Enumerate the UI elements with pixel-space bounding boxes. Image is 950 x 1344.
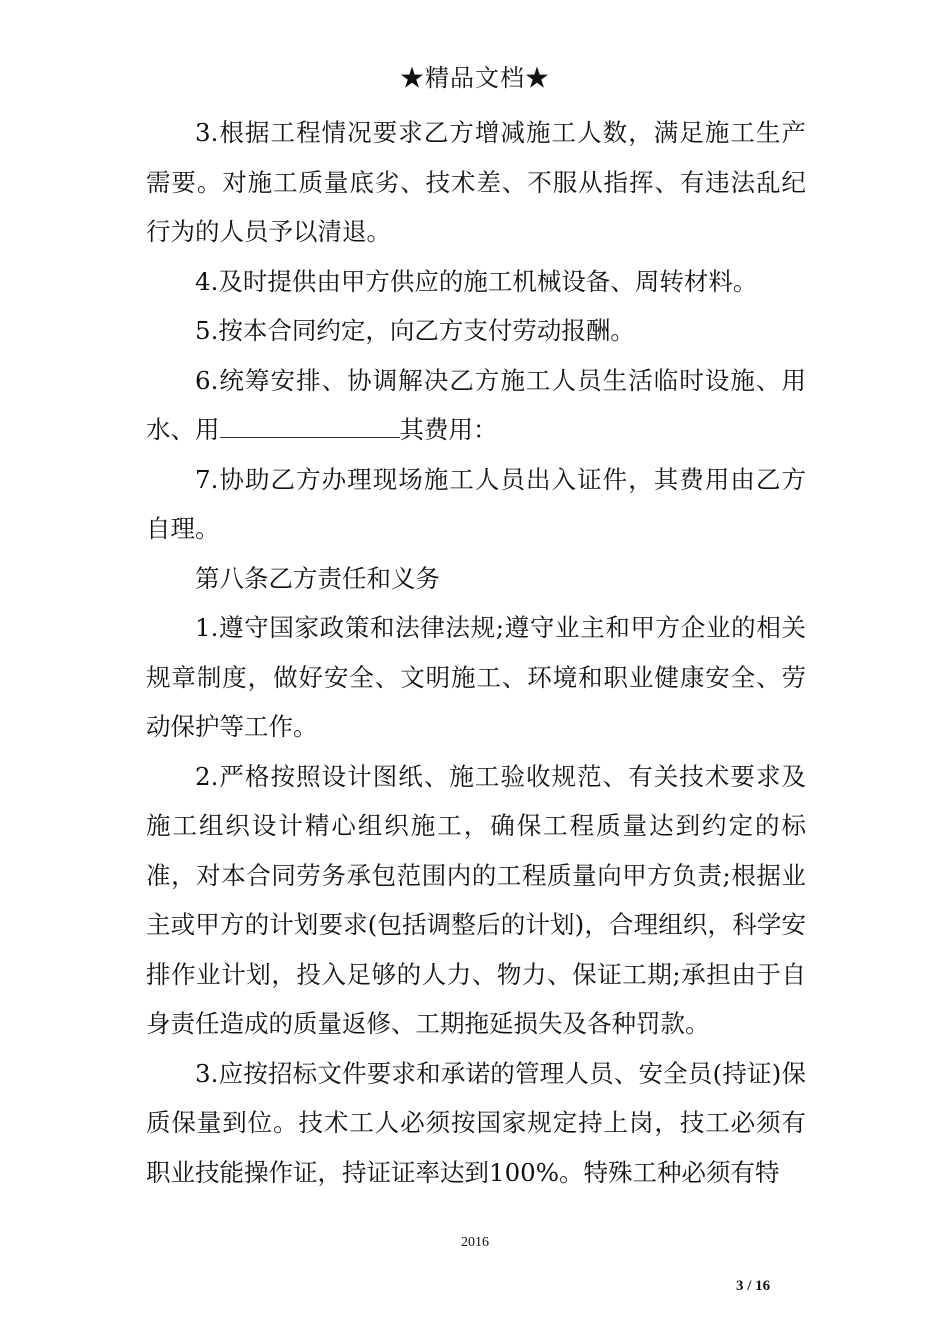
paragraph: 5.按本合同约定，向乙方支付劳动报酬。 (195, 316, 635, 345)
paragraph (146, 356, 806, 455)
paragraph: 3.根据工程情况要求乙方增减施工人数，满足施工生产需要。对施工质量底劣、技术差、不服从指挥、有违法乱纪行为的人员予以清退。 (146, 118, 806, 246)
paragraph: 7.协助乙方办理现场施工人员出入证件，其费用由乙方自理。 (146, 464, 806, 543)
fill-in-blank-line (220, 407, 400, 438)
page-header-title: ★精品文档★ (400, 64, 550, 92)
paragraph-text: 6.统筹安排、协调解决乙方施工人员生活临时设施、用水、用 (146, 365, 806, 444)
paragraph-text: 其费用： (399, 415, 498, 444)
section-heading: 第八条乙方责任和义务 (195, 563, 440, 593)
paragraph: 4.及时提供由甲方供应的施工机械设备、周转材料。 (195, 266, 758, 296)
document-body (146, 108, 806, 1197)
paragraph: 1.遵守国家政策和法律法规;遵守业主和甲方企业的相关规章制度，做好安全、文明施工、环境和职业健康安全、劳动保护等工作。 (146, 613, 806, 741)
page-number: 3 / 16 (736, 1278, 771, 1294)
paragraph: 2.严格按照设计图纸、施工验收规范、有关技术要求及施工组织设计精心组织施工，确保工程质量达到约定的标准，对本合同劳务承包范围内的工程质量向甲方负责;根据业主或甲方的计划要求(包括调整后的计划)，合理组织，科学安排作业计划，投入足够的人力、物力、保证工期;承担由于自身责任造成的质量返修、工期拖延损失及各种罚款。 (146, 761, 806, 1038)
paragraph: 3.应按招标文件要求和承诺的管理人员、安全员(持证)保质保量到位。技术工人必须按国家规定持上岗，技工必须有职业技能操作证，持证证率达到100%。特殊工种必须有特 (146, 1058, 806, 1187)
footer-year: 2016 (461, 1235, 489, 1250)
